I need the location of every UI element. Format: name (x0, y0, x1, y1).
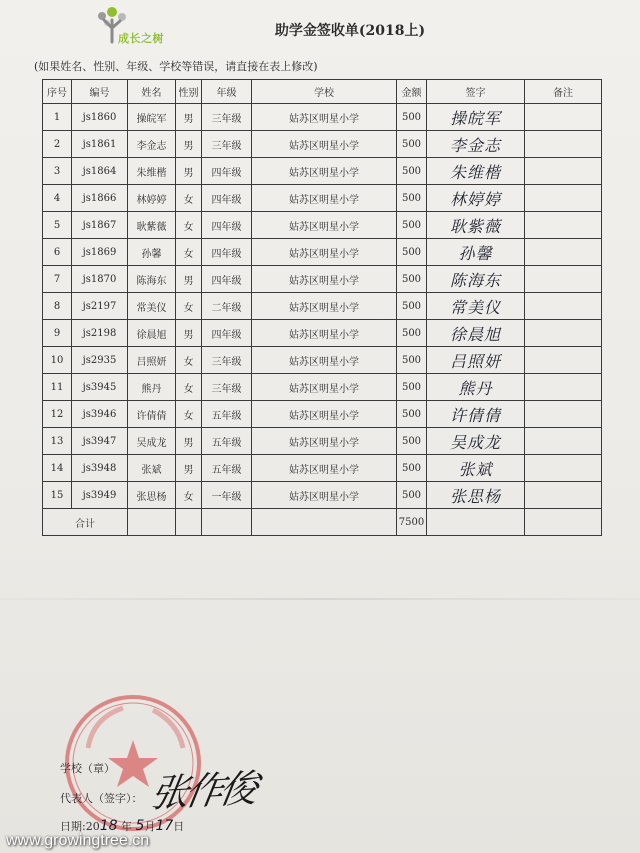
table-row (43, 455, 602, 482)
table-row (43, 374, 602, 401)
date-year-unit: 年 (121, 820, 133, 833)
student-grade: 四年级 (202, 212, 252, 239)
row-number: 11 (43, 374, 72, 401)
header-cell: 编号 (72, 80, 128, 104)
empty-cell (176, 509, 202, 536)
handwritten-signature: 张斌 (458, 459, 493, 479)
empty-cell (525, 509, 602, 536)
row-number: 9 (43, 320, 72, 347)
logo-text: 成长之树 (118, 32, 164, 45)
handwritten-signature: 林婷婷 (449, 189, 501, 209)
student-grade: 五年级 (202, 455, 252, 482)
empty-cell (128, 509, 176, 536)
amount: 500 (397, 347, 427, 374)
student-grade: 三年级 (202, 374, 252, 401)
student-name: 徐晨旭 (128, 320, 176, 347)
student-code: js3947 (72, 428, 128, 455)
amount: 500 (397, 428, 427, 455)
header-cell: 姓名 (128, 80, 176, 104)
header-cell: 序号 (43, 80, 72, 104)
representative-label: 代表人（签字）： (60, 792, 143, 805)
school-name: 姑苏区明星小学 (252, 455, 397, 482)
student-code: js1867 (72, 212, 128, 239)
student-grade: 五年级 (202, 428, 252, 455)
student-grade: 四年级 (202, 185, 252, 212)
table-header-row (43, 80, 602, 104)
student-code: js3946 (72, 401, 128, 428)
student-gender: 女 (176, 293, 202, 320)
student-signature (427, 131, 525, 158)
remark (525, 347, 602, 374)
student-signature (427, 428, 525, 455)
school-name: 姑苏区明星小学 (252, 482, 397, 509)
student-code: js2197 (72, 293, 128, 320)
student-gender: 男 (176, 104, 202, 131)
amount: 500 (397, 455, 427, 482)
student-signature (427, 293, 525, 320)
instruction-note: (如果姓名、性别、年级、学校等错误，请直接在表上修改) (34, 60, 318, 73)
header-cell: 备注 (525, 80, 602, 104)
amount: 500 (397, 131, 427, 158)
school-name: 姑苏区明星小学 (252, 374, 397, 401)
remark (525, 482, 602, 509)
handwritten-signature: 常美仪 (449, 297, 501, 317)
date-day: 17 (155, 818, 174, 834)
student-gender: 女 (176, 185, 202, 212)
student-grade: 三年级 (202, 347, 252, 374)
row-number: 3 (43, 158, 72, 185)
school-name: 姑苏区明星小学 (252, 320, 397, 347)
handwritten-signature: 李金志 (449, 135, 501, 155)
school-name: 姑苏区明星小学 (252, 428, 397, 455)
row-number: 4 (43, 185, 72, 212)
total-amount: 7500 (397, 509, 427, 536)
empty-cell (252, 509, 397, 536)
representative-signature: 张作俊 (147, 766, 258, 816)
handwritten-signature: 吴成龙 (449, 432, 501, 452)
remark (525, 158, 602, 185)
amount: 500 (397, 401, 427, 428)
remark (525, 293, 602, 320)
table-row (43, 266, 602, 293)
empty-cell (427, 509, 525, 536)
student-gender: 女 (176, 401, 202, 428)
row-number: 10 (43, 347, 72, 374)
school-name: 姑苏区明星小学 (252, 266, 397, 293)
row-number: 13 (43, 428, 72, 455)
handwritten-signature: 许倩倩 (449, 405, 501, 425)
student-name: 张思杨 (128, 482, 176, 509)
student-gender: 男 (176, 266, 202, 293)
total-label: 合计 (43, 509, 128, 536)
student-name: 吴成龙 (128, 428, 176, 455)
table-row (43, 185, 602, 212)
remark (525, 239, 602, 266)
school-name: 姑苏区明星小学 (252, 104, 397, 131)
school-name: 姑苏区明星小学 (252, 212, 397, 239)
row-number: 6 (43, 239, 72, 266)
student-name: 张斌 (128, 455, 176, 482)
table-row (43, 320, 602, 347)
student-code: js1861 (72, 131, 128, 158)
school-name: 姑苏区明星小学 (252, 239, 397, 266)
student-signature (427, 320, 525, 347)
table-row (43, 482, 602, 509)
student-name: 耿紫薇 (128, 212, 176, 239)
student-signature (427, 212, 525, 239)
school-name: 姑苏区明星小学 (252, 158, 397, 185)
date-month-unit: 月 (144, 820, 156, 833)
remark (525, 401, 602, 428)
school-name: 姑苏区明星小学 (252, 185, 397, 212)
row-number: 14 (43, 455, 72, 482)
handwritten-signature: 熊丹 (458, 378, 493, 398)
student-signature (427, 239, 525, 266)
handwritten-signature: 耿紫薇 (449, 216, 501, 236)
table-row (43, 401, 602, 428)
date-label: 日期:20 (60, 820, 100, 833)
remark (525, 455, 602, 482)
student-name: 操皖军 (128, 104, 176, 131)
receipt-table (42, 79, 602, 536)
amount: 500 (397, 212, 427, 239)
school-seal-label: 学校（章） (60, 762, 115, 775)
table-row (43, 347, 602, 374)
row-number: 7 (43, 266, 72, 293)
student-grade: 三年级 (202, 104, 252, 131)
student-name: 林婷婷 (128, 185, 176, 212)
student-name: 朱维楷 (128, 158, 176, 185)
header-cell: 年级 (202, 80, 252, 104)
header-cell: 性别 (176, 80, 202, 104)
student-signature (427, 374, 525, 401)
table-row (43, 131, 602, 158)
school-name: 姑苏区明星小学 (252, 347, 397, 374)
amount: 500 (397, 482, 427, 509)
school-name: 姑苏区明星小学 (252, 131, 397, 158)
student-signature (427, 347, 525, 374)
student-gender: 男 (176, 131, 202, 158)
student-grade: 四年级 (202, 266, 252, 293)
remark (525, 212, 602, 239)
student-gender: 男 (176, 455, 202, 482)
student-signature (427, 266, 525, 293)
student-name: 熊丹 (128, 374, 176, 401)
handwritten-signature: 陈海东 (449, 270, 501, 290)
table-row (43, 212, 602, 239)
school-name: 姑苏区明星小学 (252, 293, 397, 320)
handwritten-signature: 朱维楷 (449, 162, 501, 182)
student-signature (427, 455, 525, 482)
amount: 500 (397, 374, 427, 401)
table-row (43, 428, 602, 455)
row-number: 2 (43, 131, 72, 158)
amount: 500 (397, 293, 427, 320)
handwritten-signature: 张思杨 (449, 486, 501, 506)
header-cell: 金额 (397, 80, 427, 104)
student-name: 孙馨 (128, 239, 176, 266)
student-grade: 四年级 (202, 158, 252, 185)
student-gender: 女 (176, 482, 202, 509)
student-name: 常美仪 (128, 293, 176, 320)
student-code: js3948 (72, 455, 128, 482)
student-code: js3945 (72, 374, 128, 401)
date-year: 18 (99, 818, 118, 834)
paper-fold (0, 598, 640, 600)
student-gender: 女 (176, 212, 202, 239)
table-row (43, 293, 602, 320)
student-signature (427, 482, 525, 509)
remark (525, 266, 602, 293)
school-name: 姑苏区明星小学 (252, 401, 397, 428)
student-code: js1866 (72, 185, 128, 212)
row-number: 12 (43, 401, 72, 428)
page-title: 助学金签收单(2018上) (274, 23, 426, 39)
student-gender: 男 (176, 428, 202, 455)
total-row (43, 509, 602, 536)
remark (525, 104, 602, 131)
student-grade: 一年级 (202, 482, 252, 509)
student-gender: 女 (176, 239, 202, 266)
student-grade: 二年级 (202, 293, 252, 320)
student-grade: 三年级 (202, 131, 252, 158)
remark (525, 320, 602, 347)
amount: 500 (397, 266, 427, 293)
student-name: 陈海东 (128, 266, 176, 293)
row-number: 5 (43, 212, 72, 239)
amount: 500 (397, 104, 427, 131)
student-code: js1860 (72, 104, 128, 131)
row-number: 15 (43, 482, 72, 509)
row-number: 1 (43, 104, 72, 131)
date-day-unit: 日 (173, 820, 185, 833)
student-code: js2935 (72, 347, 128, 374)
amount: 500 (397, 158, 427, 185)
remark (525, 131, 602, 158)
header-cell: 学校 (252, 80, 397, 104)
amount: 500 (397, 185, 427, 212)
student-gender: 女 (176, 347, 202, 374)
student-code: js1870 (72, 266, 128, 293)
table-row (43, 104, 602, 131)
student-signature (427, 401, 525, 428)
student-grade: 四年级 (202, 239, 252, 266)
handwritten-signature: 操皖军 (449, 108, 501, 128)
empty-cell (202, 509, 252, 536)
student-signature (427, 158, 525, 185)
table-row (43, 158, 602, 185)
student-code: js1869 (72, 239, 128, 266)
student-grade: 四年级 (202, 320, 252, 347)
row-number: 8 (43, 293, 72, 320)
student-name: 许倩倩 (128, 401, 176, 428)
student-code: js1864 (72, 158, 128, 185)
remark (525, 374, 602, 401)
handwritten-signature: 孙馨 (458, 243, 493, 263)
student-signature (427, 104, 525, 131)
date-month: 5 (135, 818, 145, 834)
student-gender: 男 (176, 320, 202, 347)
student-name: 李金志 (128, 131, 176, 158)
student-code: js2198 (72, 320, 128, 347)
site-watermark: www.growingtree.cn (6, 832, 150, 849)
remark (525, 428, 602, 455)
student-gender: 女 (176, 374, 202, 401)
student-gender: 男 (176, 158, 202, 185)
student-signature (427, 185, 525, 212)
student-code: js3949 (72, 482, 128, 509)
handwritten-signature: 吕照妍 (449, 351, 501, 371)
handwritten-signature: 徐晨旭 (449, 324, 501, 344)
student-grade: 五年级 (202, 401, 252, 428)
amount: 500 (397, 320, 427, 347)
header-cell: 签字 (427, 80, 525, 104)
remark (525, 185, 602, 212)
amount: 500 (397, 239, 427, 266)
table-row (43, 239, 602, 266)
student-name: 吕照妍 (128, 347, 176, 374)
